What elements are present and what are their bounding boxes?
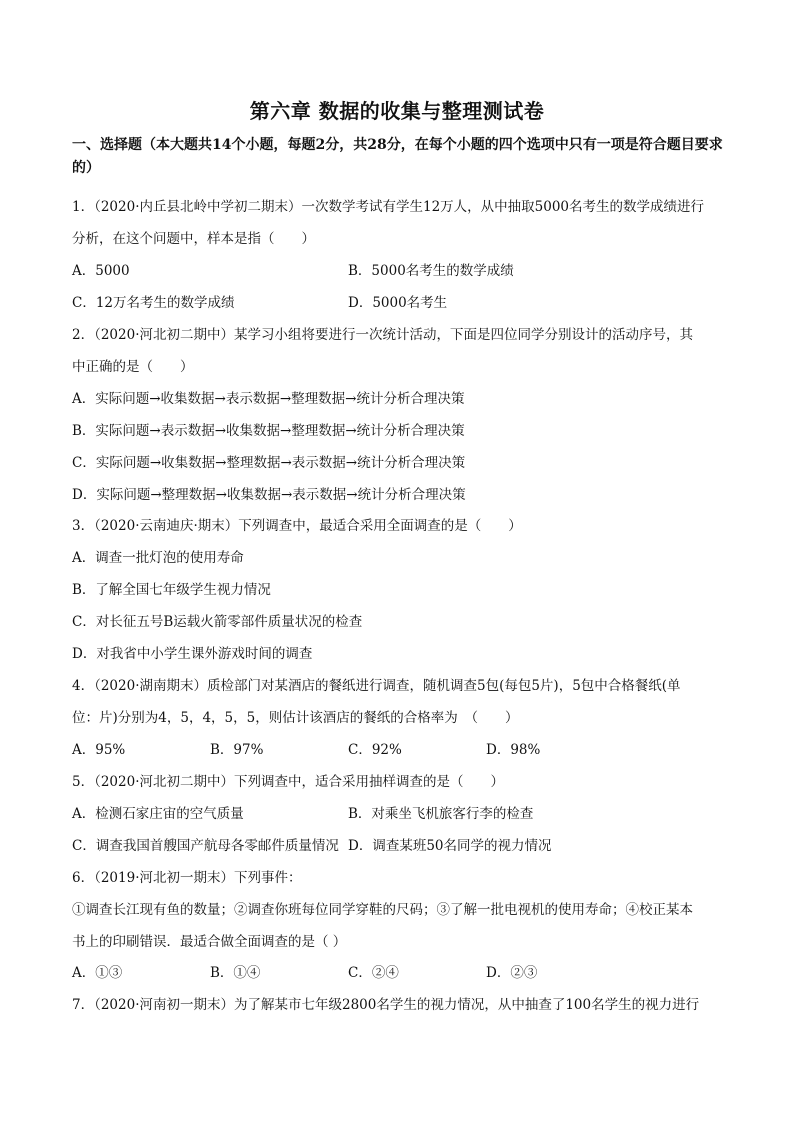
question-6-option-d: D．②③ [486,965,538,981]
question-4-stem-line-2: 位：片)分别为4，5，4，5，5，则估计该酒店的餐纸的合格率为 （ ） [72,710,519,726]
question-2-option-b: B．实际问题→表示数据→收集数据→整理数据→统计分析合理决策 [72,423,465,439]
question-5-option-d: D．调查某班50名同学的视力情况 [348,838,552,854]
question-6-option-a: A．①③ [72,965,123,981]
page-title: 第六章 数据的收集与整理测试卷 [249,99,545,123]
section-heading: 一、选择题（本大题共14个小题，每题2分，共28分，在每个小题的四个选项中只有一项是符合题目要求的） [72,137,723,176]
question-6-option-b: B．①④ [210,965,261,981]
question-7-stem-line-1: 7．（2020·河南初一期末）为了解某市七年级2800名学生的视力情况，从中抽查了100名学生的视力进行 [72,997,700,1013]
question-4-stem-line-1: 4．（2020·湖南期末）质检部门对某酒店的餐纸进行调查，随机调查5包(每包5片)，5包中合格餐纸(单 [72,678,681,694]
question-3-option-d: D．对我省中小学生课外游戏时间的调查 [72,646,313,662]
question-1-stem-line-1: 1．（2020·内丘县北岭中学初二期末）一次数学考试有学生12万人，从中抽取5000名考生的数学成绩进行 [72,199,705,215]
question-1-stem-line-2: 分析，在这个问题中，样本是指（ ） [72,231,315,247]
question-4-option-d: D．98% [486,742,541,758]
question-3-option-c: C．对长征五号B运载火箭零部件质量状况的检查 [72,614,363,630]
question-2-option-a: A．实际问题→收集数据→表示数据→整理数据→统计分析合理决策 [72,391,465,407]
question-5-option-c: C．调查我国首艘国产航母各零邮件质量情况 [72,838,339,854]
question-1-option-b: B．5000名考生的数学成绩 [348,263,514,279]
question-1-option-a: A．5000 [72,263,130,279]
question-5-option-a: A．检测石家庄宙的空气质量 [72,806,244,822]
question-2-option-d: D．实际问题→整理数据→收集数据→表示数据→统计分析合理决策 [72,487,466,503]
question-6-option-c: C．②④ [348,965,399,981]
question-3-option-b: B．了解全国七年级学生视力情况 [72,582,271,598]
question-1-option-d: D．5000名考生 [348,295,448,311]
question-6-stem-line-3: 书上的印刷错误．最适合做全面调查的是（ ） [72,934,347,950]
question-4-option-a: A．95% [72,742,126,758]
question-5-option-b: B．对乘坐飞机旅客行李的检查 [348,806,534,822]
question-2-stem-line-2: 中正确的是（ ） [72,359,194,375]
question-3-option-a: A．调查一批灯泡的使用寿命 [72,550,244,566]
question-2-option-c: C．实际问题→收集数据→整理数据→表示数据→统计分析合理决策 [72,455,466,471]
question-5-stem-line-1: 5．（2020·河北初二期中）下列调查中，适合采用抽样调查的是（ ） [72,774,504,790]
question-1-option-c: C．12万名考生的数学成绩 [72,295,235,311]
question-6-stem-line-1: 6．（2019·河北初一期末）下列事件： [72,870,302,886]
question-4-option-c: C．92% [348,742,402,758]
question-6-stem-line-2: ①调查长江现有鱼的数量；②调查你班每位同学穿鞋的尺码；③了解一批电视机的使用寿命；④校正某本 [72,902,693,918]
question-4-option-b: B．97% [210,742,264,758]
question-3-stem-line-1: 3．（2020·云南迪庆·期末）下列调查中，最适合采用全面调查的是（ ） [72,518,522,534]
question-2-stem-line-1: 2．（2020·河北初二期中）某学习小组将要进行一次统计活动，下面是四位同学分别设计的活动序号，其 [72,327,693,343]
